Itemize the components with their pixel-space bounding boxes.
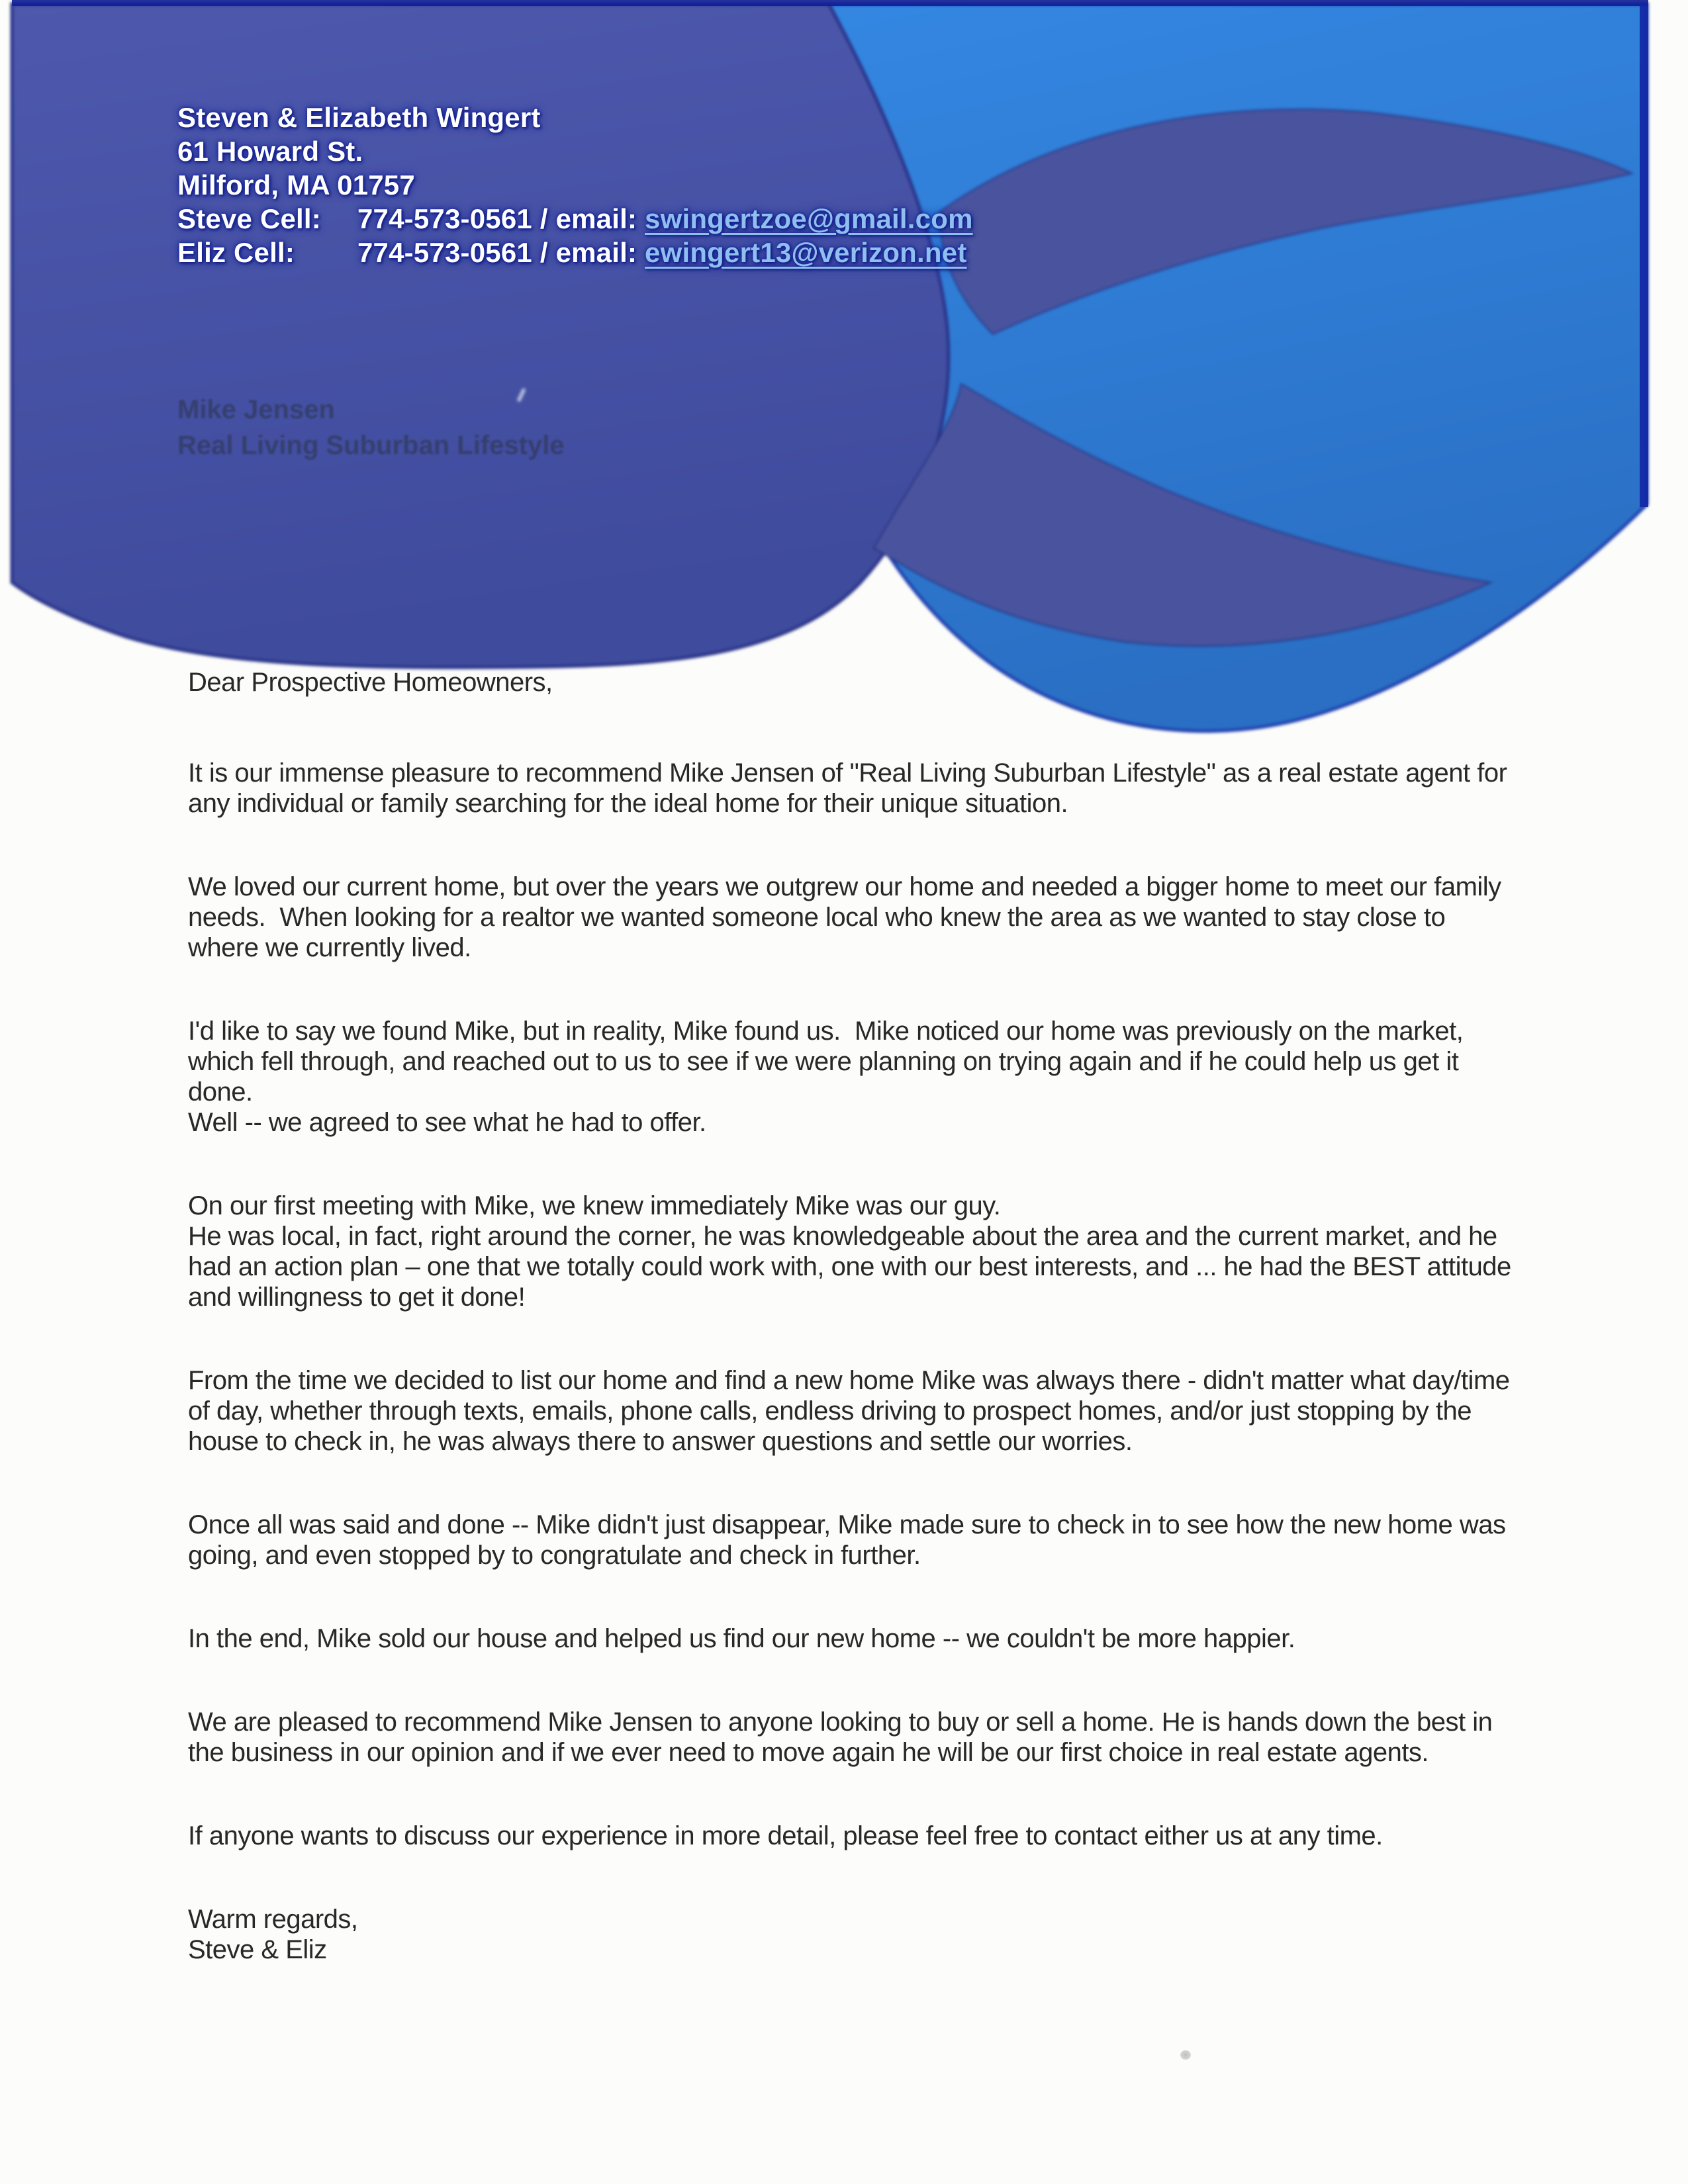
sender-contact-block <box>177 101 973 269</box>
paragraph-always-there: From the time we decided to list our home and find a new home Mike was always there - didn't matter what day/time of day, whether through texts, emails, phone calls, endless driving to prospect homes, and/or just stopping by the house to check in, he was always there to answer questions and settle our worries. <box>188 1366 1517 1456</box>
paragraph-first-meeting: On our first meeting with Mike, we knew immediately Mike was our guy. He was local, in fact, right around the corner, he was knowledgeable about the area and the current market, and he had an action plan – one that we totally could work with, one with our best interests, and ... he had the BEST attitude and willingness to get it done! <box>188 1191 1511 1312</box>
closing-signature: Warm regards, Steve & Eliz <box>188 1905 358 1964</box>
sender-name: Steven & Elizabeth Wingert <box>177 102 541 133</box>
paragraph-pleased-recommend: We are pleased to recommend Mike Jensen to anyone looking to buy or sell a home. He is hands down the best in the business in our opinion and if we ever need to move again he will be our first choice in real estate agents. <box>188 1707 1499 1767</box>
recipient-block <box>177 392 565 463</box>
letter-body <box>188 667 1520 1965</box>
steve-cell-label: Steve Cell: <box>177 203 321 234</box>
eliz-email-link[interactable]: ewingert13@verizon.net <box>645 237 967 268</box>
steve-contact-line <box>177 202 973 236</box>
recipient-company: Real Living Suburban Lifestyle <box>177 431 565 460</box>
scan-dust-dot <box>1180 2050 1191 2060</box>
salutation: Dear Prospective Homeowners, <box>188 668 553 697</box>
sender-address-street: 61 Howard St. <box>177 136 363 167</box>
steve-phone: 774-573-0561 / email: <box>357 203 645 234</box>
paragraph-check-in: Once all was said and done -- Mike didn't just disappear, Mike made sure to check in to see how the new home was going, and even stopped by to congratulate and check in further. <box>188 1510 1513 1570</box>
sender-address-city: Milford, MA 01757 <box>177 169 415 201</box>
scan-right-edge <box>1640 3 1648 507</box>
eliz-contact-line <box>177 236 973 269</box>
paragraph-recommend: It is our immense pleasure to recommend Mike Jensen of "Real Living Suburban Lifestyle" as a real estate agent for any individual or family searching for the ideal home for their unique situation. <box>188 758 1515 818</box>
paragraph-contact-us: If anyone wants to discuss our experience in more detail, please feel free to contact either us at any time. <box>188 1821 1383 1850</box>
eliz-cell-label: Eliz Cell: <box>177 237 295 268</box>
paragraph-loved-home: We loved our current home, but over the years we outgrew our home and needed a bigger home to meet our family needs. When looking for a realtor we wanted someone local who knew the area as we wanted to stay close to where we currently lived. <box>188 872 1509 962</box>
recipient-name: Mike Jensen <box>177 395 335 424</box>
steve-email-link[interactable]: swingertzoe@gmail.com <box>645 203 973 234</box>
paragraph-sold-house: In the end, Mike sold our house and helped us find our new home -- we couldn't be more happier. <box>188 1624 1295 1653</box>
scan-top-edge <box>12 0 1648 6</box>
paragraph-found-mike: I'd like to say we found Mike, but in reality, Mike found us. Mike noticed our home was previously on the market, which fell through, and reached out to us to see if we were planning on trying again and if he could help us get it done. Well -- we agreed to see what he had to offer. <box>188 1017 1464 1137</box>
eliz-phone: 774-573-0561 / email: <box>357 237 645 268</box>
